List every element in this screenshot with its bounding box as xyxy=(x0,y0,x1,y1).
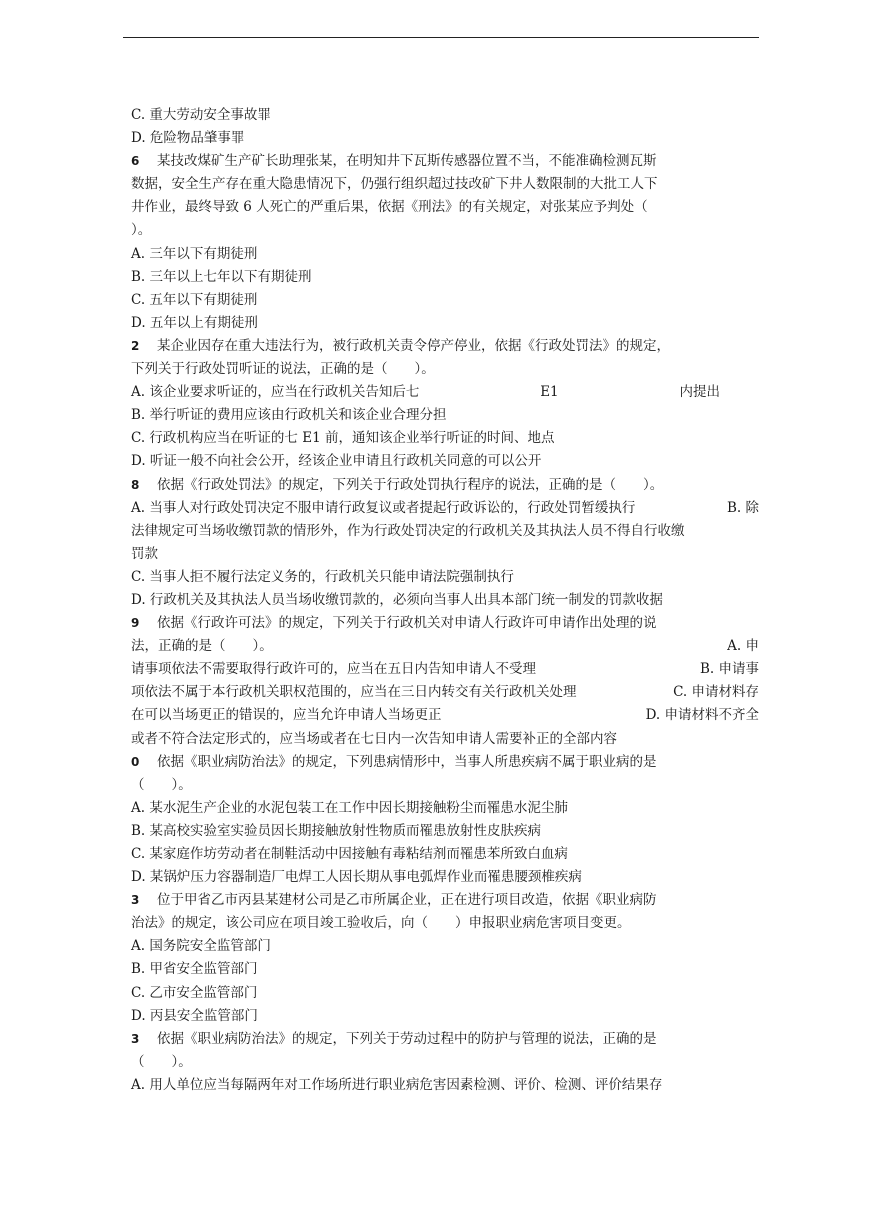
text-line: 下列关于行政处罚听证的说法，正确的是（ ）。 xyxy=(131,361,435,378)
option-line: 法，正确的是（ ）。 A. 申 xyxy=(131,638,759,655)
option-line: C. 行政机构应当在听证的七 E1 前，通知该企业举行听证的时间、地点 xyxy=(131,430,555,447)
question-line: 0 依据《职业病防治法》的规定，下列患病情形中，当事人所患疾病不属于职业病的是 xyxy=(131,751,759,774)
option-line: A. 当事人对行政处罚决定不服申请行政复议或者提起行政诉讼的，行政处罚暂缓执行 B. 除 xyxy=(131,499,759,516)
text-line: ）。 xyxy=(131,222,152,239)
option-line: B. 三年以上七年以下有期徒刑 xyxy=(131,268,312,285)
option-line: A. 用人单位应当每隔两年对工作场所进行职业病危害因素检测、评价、检测、评价结果存 xyxy=(131,1076,663,1093)
text-line: （ ）。 xyxy=(131,776,192,793)
text-line: （ ）。 xyxy=(131,1053,192,1070)
document-body xyxy=(131,104,759,1097)
text-line: C. 重大劳动安全事故罪 xyxy=(131,107,271,123)
question-line: 9 依据《行政许可法》的规定，下列关于行政机关对申请人行政许可申请作出处理的说 xyxy=(131,612,759,635)
question-number: 6 xyxy=(131,154,140,169)
question-line: 2 某企业因存在重大违法行为，被行政机关责令停产停业，依据《行政处罚法》的规定， xyxy=(131,335,759,358)
text-line: 井作业，最终导致 6 人死亡的严重后果，依据《刑法》的有关规定，对张某应予判处（ xyxy=(131,199,648,216)
option-line: C. 乙市安全监管部门 xyxy=(131,984,258,1001)
option-line: A. 某水泥生产企业的水泥包装工在工作中因长期接触粉尘而罹患水泥尘肺 xyxy=(131,799,568,816)
text-line: 治法》的规定，该公司应在项目竣工验收后，向（ ）申报职业病危害项目变更。 xyxy=(131,915,631,932)
question-line: 6 某技改煤矿生产矿长助理张某，在明知井下瓦斯传感器位置不当，不能准确检测瓦斯 xyxy=(131,150,759,173)
text-line: D. 危险物品肇事罪 xyxy=(131,130,245,147)
option-line: C. 某家庭作坊劳动者在制鞋活动中因接触有毒粘结剂而罹患苯所致白血病 xyxy=(131,846,568,862)
option-line: 项依法不属于本行政机关职权范围的，应当在三日内转交有关行政机关处理 C. 申请材料存 xyxy=(131,684,759,701)
option-line: D. 某锅炉压力容器制造厂电焊工人因长期从事电弧焊作业而罹患腰颈椎疾病 xyxy=(131,869,582,886)
question-line: 3 位于甲省乙市丙县某建材公司是乙市所属企业，正在进行项目改造，依据《职业病防 xyxy=(131,889,759,912)
question-number: 3 xyxy=(131,1031,140,1046)
option-line: 请事项依法不需要取得行政许可的，应当在五日内告知申请人不受理 B. 申请事 xyxy=(131,661,759,678)
question-line: 3 依据《职业病防治法》的规定，下列关于劳动过程中的防护与管理的说法，正确的是 xyxy=(131,1028,759,1051)
option-line: B. 某高校实验室实验员因长期接触放射性物质而罹患放射性皮肤疾病 xyxy=(131,822,542,839)
text-line: 法律规定可当场收缴罚款的情形外，作为行政处罚决定的行政机关及其执法人员不得自行收缴 xyxy=(131,522,685,539)
option-line: D. 听证一般不向社会公开，经该企业申请且行政机关同意的可以公开 xyxy=(131,453,542,470)
option-line: A. 国务院安全监管部门 xyxy=(131,938,271,955)
text-line: 数据，安全生产存在重大隐患情况下，仍强行组织超过技改矿下井人数限制的大批工人下 xyxy=(131,176,658,193)
option-line: D. 五年以上有期徒刑 xyxy=(131,314,258,331)
question-number: 9 xyxy=(131,616,140,631)
question-number: 0 xyxy=(131,754,140,769)
option-line: C. 当事人拒不履行法定义务的，行政机关只能申请法院强制执行 xyxy=(131,568,514,585)
header-rule xyxy=(123,37,759,38)
option-line: B. 举行听证的费用应该由行政机关和该企业合理分担 xyxy=(131,407,447,424)
question-number: 2 xyxy=(131,338,140,353)
option-line: A. 三年以下有期徒刑 xyxy=(131,245,258,262)
option-line: B. 甲省安全监管部门 xyxy=(131,961,258,978)
option-line: 在可以当场更正的错误的，应当允许申请人当场更正 D. 申请材料不齐全 xyxy=(131,707,759,724)
option-line: A. 该企业要求听证的，应当在行政机关告知后七 E1 内提出 xyxy=(131,384,720,401)
question-line: 8 依据《行政处罚法》的规定，下列关于行政处罚执行程序的说法，正确的是（ ）。 xyxy=(131,474,759,497)
option-line: D. 行政机关及其执法人员当场收缴罚款的，必须向当事人出具本部门统一制发的罚款收据 xyxy=(131,591,663,608)
option-line: D. 丙县安全监管部门 xyxy=(131,1007,258,1024)
question-number: 8 xyxy=(131,477,140,492)
text-line: 罚款 xyxy=(131,545,158,562)
option-line: C. 五年以下有期徒刑 xyxy=(131,291,258,308)
text-line: 或者不符合法定形式的，应当场或者在七日内一次告知申请人需要补正的全部内容 xyxy=(131,730,617,747)
question-number: 3 xyxy=(131,893,140,908)
